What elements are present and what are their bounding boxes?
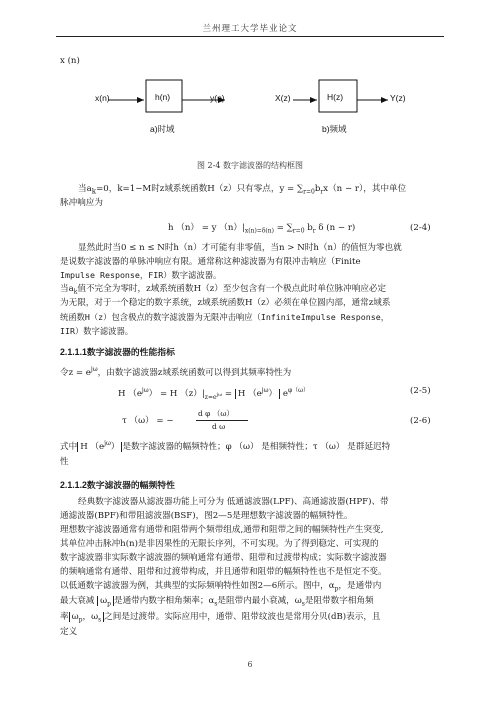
para5-line9: 率 $\omega_p$，$\omega_s$ 之间是过渡带。实际应用中，通带、阻带纹波也是常用分贝(dB)表示，且 — [60, 612, 381, 624]
equation-2-5-number: (2-5) — [410, 386, 431, 396]
section-heading-2-1-1-1: 2.1.1.1数字滤波器的性能指标 — [60, 347, 175, 357]
para5-line5: 数字滤波器非实际数字滤波器的频响通常有通带、阻带和过渡带构成；实际数字滤波器 — [60, 553, 387, 563]
para5-line6: 的频响通常有通带、阻带和过渡带构成，并且通带和阻带的幅频特性也不是恒定不变。 — [60, 567, 387, 577]
b-output-label: Y(z) — [390, 93, 406, 103]
b-caption: b)频域 — [322, 124, 347, 134]
filter-block-diagram — [60, 70, 440, 140]
equation-2-4: h （n） = y $(n)|_{x(n)=\delta(n)} = \sum_{r=0}$ $b_r$ δ (n − r) — [168, 223, 356, 235]
para4-line2: 性 — [60, 457, 69, 467]
para5-line3: 理想数字滤波器通常有通带和阻带两个频带组成,通带和阻带之间的幅频特性产生突变, — [60, 525, 384, 535]
figure-caption: 图 2-4 数字滤波器的结构框图 — [197, 161, 303, 170]
equation-2-6-lhs: τ （ω） = − — [122, 416, 174, 426]
para5-line8: 最大衰减 $\omega_p$ 是通带内数字相角频率；$\alpha_s$是阻带内最小衰减，$\omega_s$是阻带数字相角频 — [60, 596, 374, 608]
para2-line1: 显然此时当0 ≤ n ≤ N时h（n）才可能有非零值，当n > N时h（n）的值恒为零也就 — [78, 243, 402, 253]
para5-line4: 其单位冲击脉冲h(n)是非因果性的无限长序列，不可实现。为了得到稳定、可实现的 — [60, 539, 379, 549]
equation-2-6-numerator: d φ （ω） — [198, 409, 234, 418]
para2-line4: 当$a_k$值不完全为零时，z域系统函数H（z）至少包含有一个极点此时单位脉冲响应必定 — [60, 284, 387, 296]
equation-2-4-number: (2-4) — [410, 223, 431, 233]
a-input-label: x(n) — [95, 93, 110, 103]
para5-line10: 定义 — [60, 627, 78, 637]
a-output-label: y(n) — [210, 93, 225, 103]
para4-line1: 式中 H $(e^{j\omega})$ 是数字滤波器的幅频特性；φ （ω） 是相频特性；τ （ω） 是群延迟特 — [60, 440, 391, 452]
header-rule — [56, 36, 444, 37]
a-box-label: h(n) — [155, 92, 171, 102]
a-caption: a)时域 — [150, 124, 175, 134]
equation-2-5: H $(e^{j\omega}) = H$ $(z)|_{z=e^{j\omega}} = H$ $(e^{j\omega})$ $e^{\varphi(\omega)}$ — [118, 387, 310, 401]
page-number: 6 — [247, 660, 253, 669]
para1-line1: 当$a_k=0$，k=1−M时z域系统函数H（z）只有零点，$y = \sum_{r=0}b_rx(n - r)$，其中单位 — [78, 184, 407, 196]
para2-line5: 为无限，对于一个稳定的数字系统，z域系统函数H（z）必须在单位圆内部，通常z域系 — [60, 298, 391, 308]
b-box-label: H(z) — [327, 92, 344, 102]
section-heading-2-1-1-2: 2.1.1.2数字滤波器的幅频特性 — [60, 480, 175, 490]
para2-line3: Impulse Response，FIR）数字滤波器。 — [60, 270, 222, 280]
para5-line1: 经典数字滤波器从滤波器功能上可分为 低通滤波器(LPF)、高通滤波器(HPF)、带 — [78, 497, 389, 507]
para2-line7: IIR）数字滤波器。 — [60, 326, 134, 336]
b-input-label: X(z) — [275, 93, 291, 103]
figure-x-label: x (n) — [60, 56, 80, 66]
equation-2-6-denominator: d ω — [212, 422, 226, 431]
para5-line2: 通滤波器(BPF)和带阻滤波器(BSF)，图2—5是理想数字滤波器的幅频特性。 — [60, 511, 353, 521]
para2-line6: 统函数H（z）包含极点的数字滤波器为无限冲击响应（InfiniteImpulse Response， — [60, 312, 390, 322]
page-header-title: 兰州理工大学毕业论文 — [202, 24, 298, 34]
para3-line1: 令$z = e^{j\omega}$，由数字滤波器z域系统函数可以得到其频率特性为 — [60, 366, 292, 378]
para1-line2: 脉冲响应为 — [60, 198, 103, 208]
para5-line7: 以低通数字滤波器为例，其典型的实际频响特性如图2—6所示。图中，$\alpha_p$，是通带内 — [60, 581, 382, 593]
para2-line2: 是说数字滤波器的单脉冲响应有限。通常称这种滤波器为有限冲击响应（Finite — [60, 257, 361, 267]
equation-2-6-number: (2-6) — [410, 416, 431, 426]
